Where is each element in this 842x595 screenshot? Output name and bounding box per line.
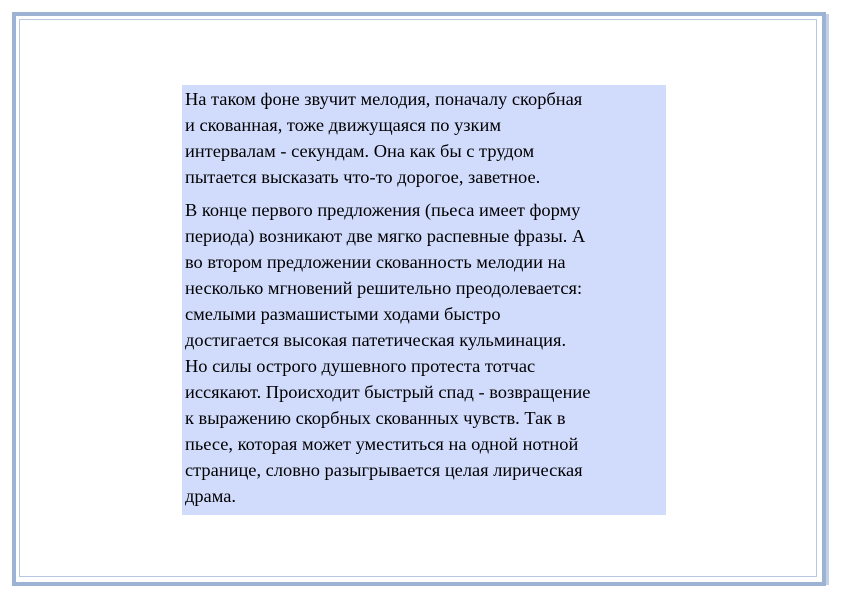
text-line: к выражению скорбных скованных чувств. Так в xyxy=(185,408,566,428)
frame-shadow-right xyxy=(826,14,829,582)
text-line: Но силы острого душевного протеста тотчас xyxy=(185,356,536,376)
text-line: периода) возникают две мягко распевные фразы. А xyxy=(185,226,586,246)
text-line: во втором предложении скованность мелодии на xyxy=(185,252,566,272)
paragraph-2 xyxy=(185,197,666,509)
text-line: иссякают. Происходит быстрый спад - возвращение xyxy=(185,382,591,402)
text-line: пьесе, которая может уместиться на одной нотной xyxy=(185,434,579,454)
text-line: и скованная, тоже движущаяся по узким xyxy=(185,115,501,135)
paragraph-1 xyxy=(185,86,666,190)
text-line: странице, словно разыгрывается целая лирическая xyxy=(185,460,583,480)
text-line: смелыми размашистыми ходами быстро xyxy=(185,304,501,324)
text-line: драма. xyxy=(185,486,236,506)
text-line: пытается высказать что-то дорогое, заветное. xyxy=(185,167,541,187)
text-line: достигается высокая патетическая кульминация. xyxy=(185,330,567,350)
text-line: На таком фоне звучит мелодия, поначалу скорбная xyxy=(185,89,583,109)
text-line: интервалам - секундам. Она как бы с трудом xyxy=(185,141,535,161)
text-line: несколько мгновений решительно преодолевается: xyxy=(185,278,583,298)
text-box xyxy=(182,85,666,515)
text-line: В конце первого предложения (пьеса имеет форму xyxy=(185,200,581,220)
